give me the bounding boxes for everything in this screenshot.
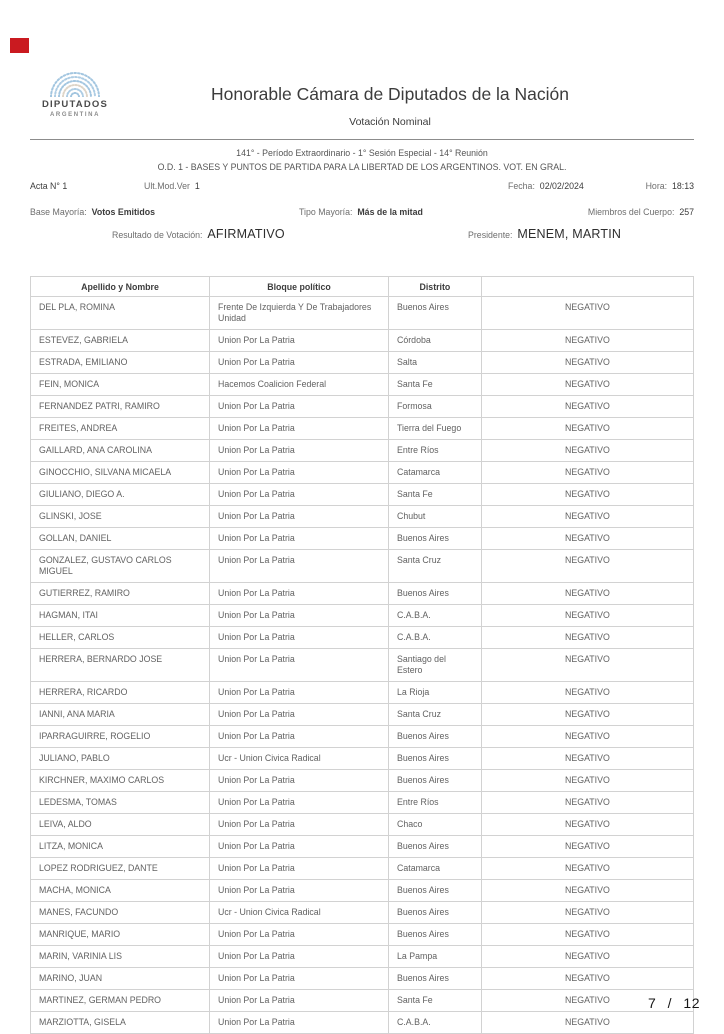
cell-voto: NEGATIVO [481, 858, 693, 880]
table-row [31, 484, 694, 506]
cell-distrito: Buenos Aires [389, 836, 482, 858]
cell-voto: NEGATIVO [481, 649, 693, 682]
cell-distrito: Buenos Aires [389, 748, 482, 770]
cell-distrito: Buenos Aires [389, 528, 482, 550]
table-row [31, 880, 694, 902]
cell-apellido: MARTINEZ, GERMAN PEDRO [31, 990, 210, 1012]
cell-apellido: LOPEZ RODRIGUEZ, DANTE [31, 858, 210, 880]
cell-apellido: IANNI, ANA MARIA [31, 704, 210, 726]
cell-apellido: HELLER, CARLOS [31, 627, 210, 649]
hora [646, 181, 694, 191]
cell-bloque: Union Por La Patria [210, 627, 389, 649]
cell-voto: NEGATIVO [481, 440, 693, 462]
header-divider [30, 139, 694, 140]
table-row [31, 462, 694, 484]
votes-table [30, 276, 694, 1034]
cell-apellido: GLINSKI, JOSE [31, 506, 210, 528]
cell-voto: NEGATIVO [481, 770, 693, 792]
cell-distrito: Buenos Aires [389, 770, 482, 792]
cell-distrito: La Rioja [389, 682, 482, 704]
tipo-mayoria-label: Tipo Mayoría: [299, 207, 353, 217]
cell-apellido: FERNANDEZ PATRI, RAMIRO [31, 396, 210, 418]
base-mayoria-value: Votos Emitidos [91, 207, 155, 217]
hora-value: 18:13 [671, 181, 694, 191]
cell-distrito: Chubut [389, 506, 482, 528]
cell-voto: NEGATIVO [481, 682, 693, 704]
cell-bloque: Union Por La Patria [210, 583, 389, 605]
cell-voto: NEGATIVO [481, 946, 693, 968]
cell-apellido: HERRERA, RICARDO [31, 682, 210, 704]
cell-voto: NEGATIVO [481, 528, 693, 550]
table-row [31, 748, 694, 770]
page-title: Honorable Cámara de Diputados de la Nación [211, 84, 569, 104]
cell-apellido: GOLLAN, DANIEL [31, 528, 210, 550]
cell-apellido: MANRIQUE, MARIO [31, 924, 210, 946]
logo-text-diputados: DIPUTADOS [41, 99, 109, 110]
ult-mod-ver-label: Ult.Mod.Ver [144, 181, 190, 191]
cell-voto: NEGATIVO [481, 418, 693, 440]
cell-bloque: Union Por La Patria [210, 550, 389, 583]
table-row [31, 297, 694, 330]
table-row [31, 374, 694, 396]
cell-voto: NEGATIVO [481, 704, 693, 726]
cell-distrito: Santa Cruz [389, 550, 482, 583]
cell-distrito: Buenos Aires [389, 583, 482, 605]
cell-bloque: Union Por La Patria [210, 704, 389, 726]
cell-bloque: Union Por La Patria [210, 968, 389, 990]
table-row [31, 924, 694, 946]
cell-distrito: C.A.B.A. [389, 627, 482, 649]
cell-apellido: FEIN, MONICA [31, 374, 210, 396]
cell-apellido: JULIANO, PABLO [31, 748, 210, 770]
cell-bloque: Union Por La Patria [210, 506, 389, 528]
table-row [31, 583, 694, 605]
table-row [31, 990, 694, 1012]
cell-distrito: Santa Fe [389, 990, 482, 1012]
table-row [31, 968, 694, 990]
cell-apellido: LITZA, MONICA [31, 836, 210, 858]
cell-bloque: Union Por La Patria [210, 814, 389, 836]
cell-apellido: GAILLARD, ANA CAROLINA [31, 440, 210, 462]
resultado-value: AFIRMATIVO [207, 227, 285, 241]
cell-bloque: Union Por La Patria [210, 836, 389, 858]
votes-table-body [31, 297, 694, 1034]
col-header-apellido: Apellido y Nombre [31, 277, 210, 297]
cell-voto: NEGATIVO [481, 396, 693, 418]
presidente [468, 227, 621, 241]
cell-bloque: Union Por La Patria [210, 792, 389, 814]
cell-distrito: C.A.B.A. [389, 605, 482, 627]
cell-bloque: Union Por La Patria [210, 462, 389, 484]
table-row [31, 627, 694, 649]
cell-voto: NEGATIVO [481, 902, 693, 924]
base-mayoria-label: Base Mayoría: [30, 207, 87, 217]
miembros-value: 257 [679, 207, 694, 217]
cell-bloque: Union Por La Patria [210, 528, 389, 550]
cell-apellido: HERRERA, BERNARDO JOSE [31, 649, 210, 682]
cell-bloque: Union Por La Patria [210, 396, 389, 418]
cell-voto: NEGATIVO [481, 330, 693, 352]
cell-bloque: Union Por La Patria [210, 946, 389, 968]
cell-voto: NEGATIVO [481, 924, 693, 946]
cell-voto: NEGATIVO [481, 374, 693, 396]
miembros-cuerpo [588, 207, 694, 217]
cell-apellido: IPARRAGUIRRE, ROGELIO [31, 726, 210, 748]
cell-bloque: Union Por La Patria [210, 605, 389, 627]
cell-distrito: La Pampa [389, 946, 482, 968]
cell-bloque: Union Por La Patria [210, 770, 389, 792]
table-row [31, 792, 694, 814]
resultado-label: Resultado de Votación: [112, 230, 203, 240]
cell-distrito: Salta [389, 352, 482, 374]
table-row [31, 704, 694, 726]
cell-apellido: MANES, FACUNDO [31, 902, 210, 924]
cell-distrito: Entre Ríos [389, 440, 482, 462]
cell-apellido: LEDESMA, TOMAS [31, 792, 210, 814]
cell-bloque: Union Por La Patria [210, 924, 389, 946]
hora-label: Hora: [645, 181, 668, 191]
col-header-bloque: Bloque político [210, 277, 389, 297]
cell-apellido: ESTRADA, EMILIANO [31, 352, 210, 374]
table-row [31, 528, 694, 550]
ult-mod-ver [144, 181, 200, 191]
cell-voto: NEGATIVO [481, 550, 693, 583]
table-row [31, 550, 694, 583]
cell-voto: NEGATIVO [481, 748, 693, 770]
table-row [31, 770, 694, 792]
cell-apellido: MARZIOTTA, GISELA [31, 1012, 210, 1034]
cell-distrito: Chaco [389, 814, 482, 836]
presidente-label: Presidente: [468, 230, 513, 240]
cell-voto: NEGATIVO [481, 462, 693, 484]
cell-apellido: MARIN, VARINIA LIS [31, 946, 210, 968]
cell-apellido: KIRCHNER, MAXIMO CARLOS [31, 770, 210, 792]
cell-voto: NEGATIVO [481, 726, 693, 748]
col-header-distrito: Distrito [389, 277, 482, 297]
table-row [31, 682, 694, 704]
cell-distrito: C.A.B.A. [389, 1012, 482, 1034]
cell-voto: NEGATIVO [481, 605, 693, 627]
acta-number [30, 181, 67, 191]
cell-bloque: Union Por La Patria [210, 990, 389, 1012]
cell-voto: NEGATIVO [481, 990, 693, 1012]
table-row [31, 726, 694, 748]
cell-bloque: Union Por La Patria [210, 484, 389, 506]
cell-distrito: Catamarca [389, 858, 482, 880]
cell-bloque: Union Por La Patria [210, 418, 389, 440]
fecha-value: 02/02/2024 [539, 181, 584, 191]
cell-distrito: Santiago del Estero [389, 649, 482, 682]
cell-bloque: Union Por La Patria [210, 649, 389, 682]
cell-bloque: Union Por La Patria [210, 726, 389, 748]
fecha [508, 181, 584, 191]
cell-bloque: Frente De Izquierda Y De Trabajadores Unidad [210, 297, 389, 330]
cell-distrito: Buenos Aires [389, 902, 482, 924]
cell-voto: NEGATIVO [481, 836, 693, 858]
table-row [31, 506, 694, 528]
cell-distrito: Catamarca [389, 462, 482, 484]
cell-bloque: Hacemos Coalicion Federal [210, 374, 389, 396]
cell-voto: NEGATIVO [481, 297, 693, 330]
logo-text-argentina: ARGENTINA [49, 112, 101, 118]
cell-voto: NEGATIVO [481, 352, 693, 374]
table-row [31, 605, 694, 627]
order-line: O.D. 1 - BASES Y PUNTOS DE PARTIDA PARA LA LIBERTAD DE LOS ARGENTINOS. VOT. EN GRAL. [157, 162, 567, 172]
cell-distrito: Tierra del Fuego [389, 418, 482, 440]
cell-apellido: LEIVA, ALDO [31, 814, 210, 836]
cell-voto: NEGATIVO [481, 1012, 693, 1034]
tipo-mayoria-value: Más de la mitad [357, 207, 423, 217]
red-marker [10, 38, 29, 53]
cell-apellido: GIULIANO, DIEGO A. [31, 484, 210, 506]
cell-bloque: Ucr - Union Civica Radical [210, 748, 389, 770]
cell-apellido: GINOCCHIO, SILVANA MICAELA [31, 462, 210, 484]
session-line: 141° - Período Extraordinario - 1° Sesión Especial - 14° Reunión [236, 148, 488, 158]
ult-mod-ver-value: 1 [194, 181, 200, 191]
cell-apellido: ESTEVEZ, GABRIELA [31, 330, 210, 352]
cell-bloque: Ucr - Union Civica Radical [210, 902, 389, 924]
table-row [31, 352, 694, 374]
page-subtitle: Votación Nominal [349, 116, 431, 128]
cell-distrito: Buenos Aires [389, 880, 482, 902]
table-row [31, 440, 694, 462]
table-row [31, 814, 694, 836]
tipo-mayoria [299, 207, 423, 217]
miembros-label: Miembros del Cuerpo: [587, 207, 675, 217]
table-row [31, 330, 694, 352]
cell-voto: NEGATIVO [481, 627, 693, 649]
cell-bloque: Union Por La Patria [210, 352, 389, 374]
cell-bloque: Union Por La Patria [210, 682, 389, 704]
base-mayoria [30, 207, 155, 217]
cell-distrito: Entre Ríos [389, 792, 482, 814]
cell-bloque: Union Por La Patria [210, 1012, 389, 1034]
col-header-voto [481, 277, 693, 297]
resultado-votacion [112, 227, 285, 241]
table-row [31, 396, 694, 418]
cell-distrito: Buenos Aires [389, 726, 482, 748]
cell-apellido: DEL PLA, ROMINA [31, 297, 210, 330]
table-row [31, 946, 694, 968]
cell-bloque: Union Por La Patria [210, 858, 389, 880]
table-row [31, 649, 694, 682]
table-row [31, 418, 694, 440]
cell-voto: NEGATIVO [481, 506, 693, 528]
cell-voto: NEGATIVO [481, 484, 693, 506]
cell-distrito: Santa Fe [389, 374, 482, 396]
cell-distrito: Córdoba [389, 330, 482, 352]
cell-voto: NEGATIVO [481, 880, 693, 902]
cell-distrito: Santa Cruz [389, 704, 482, 726]
acta-label: Acta N° 1 [30, 181, 68, 191]
cell-apellido: FREITES, ANDREA [31, 418, 210, 440]
cell-bloque: Union Por La Patria [210, 330, 389, 352]
table-row [31, 902, 694, 924]
cell-distrito: Buenos Aires [389, 297, 482, 330]
table-row [31, 836, 694, 858]
table-row [31, 858, 694, 880]
cell-distrito: Santa Fe [389, 484, 482, 506]
cell-bloque: Union Por La Patria [210, 880, 389, 902]
cell-voto: NEGATIVO [481, 814, 693, 836]
cell-voto: NEGATIVO [481, 583, 693, 605]
cell-apellido: MARINO, JUAN [31, 968, 210, 990]
cell-distrito: Buenos Aires [389, 968, 482, 990]
cell-voto: NEGATIVO [481, 968, 693, 990]
cell-apellido: MACHA, MONICA [31, 880, 210, 902]
cell-voto: NEGATIVO [481, 792, 693, 814]
table-row [31, 1012, 694, 1034]
fecha-label: Fecha: [508, 181, 535, 191]
cell-distrito: Buenos Aires [389, 924, 482, 946]
table-header-row [31, 277, 694, 297]
cell-distrito: Formosa [389, 396, 482, 418]
cell-apellido: HAGMAN, ITAI [31, 605, 210, 627]
page-indicator: 7 / 12 [647, 995, 700, 1011]
presidente-value: MENEM, MARTIN [517, 227, 622, 241]
cell-apellido: GUTIERREZ, RAMIRO [31, 583, 210, 605]
cell-bloque: Union Por La Patria [210, 440, 389, 462]
cell-apellido: GONZALEZ, GUSTAVO CARLOS MIGUEL [31, 550, 210, 583]
